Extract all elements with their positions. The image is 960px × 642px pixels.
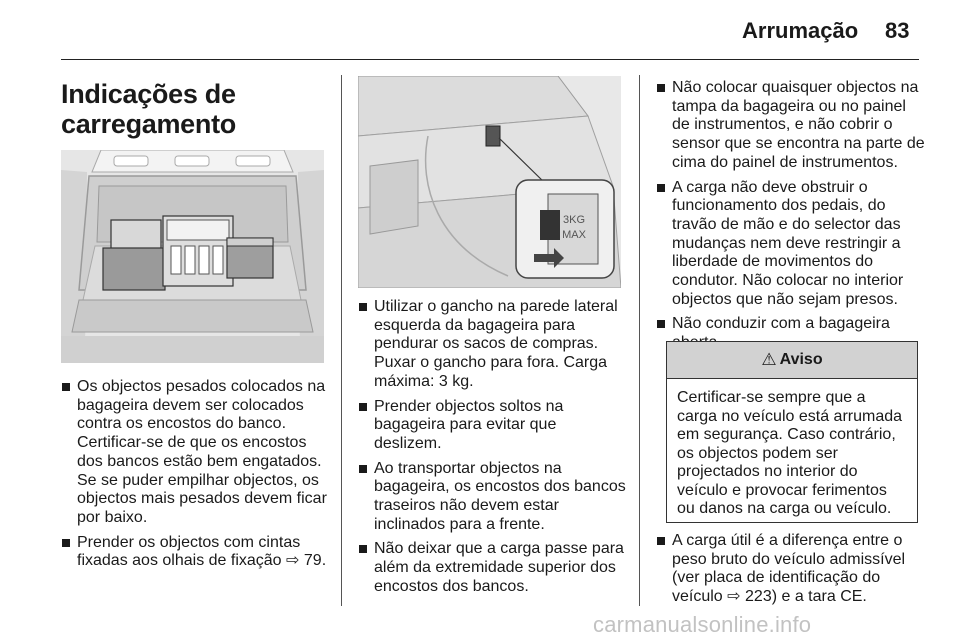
bullet-text: Prender objectos soltos na bagageira para evitar que deslizem. bbox=[374, 397, 564, 452]
list-item bbox=[358, 540, 628, 596]
page-ref-link[interactable]: 79. bbox=[303, 552, 327, 570]
bullet-text: Prender os objectos com cintas fixadas aos olhais de fixação bbox=[77, 533, 301, 570]
page-ref-arrow-icon: ⇨ bbox=[286, 552, 300, 570]
list-item bbox=[656, 532, 926, 607]
column-1-text bbox=[61, 378, 333, 577]
page-number: 83 bbox=[885, 18, 910, 43]
warning-icon: ⚠ bbox=[761, 350, 777, 369]
hook-load-label: 3KG bbox=[562, 214, 586, 226]
list-item bbox=[358, 398, 628, 454]
hook-load-label: MAX bbox=[562, 229, 586, 241]
column-divider-2 bbox=[639, 75, 640, 606]
trunk-loading-figure bbox=[61, 150, 324, 363]
section-title: Indicações de carregamento bbox=[61, 79, 236, 139]
bullet-text: Os objectos pesados colocados na bagageira devem ser colocados contra os encostos do banco. Certificar-se de que os encostos dos bancos estão bem engatados. Se se puder empilhar objectos, os objectos mais pesados devem ficar por baixo. bbox=[77, 378, 327, 526]
column-2-text bbox=[358, 298, 628, 603]
warning-box bbox=[666, 341, 918, 523]
watermark: carmanualsonline.info bbox=[593, 612, 812, 637]
list-item bbox=[656, 79, 926, 173]
running-header-title: Arrumação bbox=[742, 18, 859, 43]
column-divider-1 bbox=[341, 75, 342, 606]
bullet-text: Não deixar que a carga passe para além da extremidade superior dos encostos dos bancos. bbox=[374, 540, 624, 595]
column-3-text bbox=[656, 79, 926, 359]
bullet-text: A carga não deve obstruir o funcionamento dos pedais, do travão de mão e do selector das mudanças nem deve restringir a liberdade de movimentos do condutor. Não colocar no interior objectos que não sejam presos. bbox=[672, 178, 904, 308]
page-ref-arrow-icon: ⇨ bbox=[727, 588, 741, 606]
column-3-bottom-text bbox=[656, 532, 926, 613]
warning-title: Aviso bbox=[779, 351, 823, 368]
list-item bbox=[358, 460, 628, 535]
trunk-hook-illustration bbox=[358, 76, 621, 288]
bullet-text: Ao transportar objectos na bagageira, os encostos dos bancos traseiros não devem estar inclinados para a frente. bbox=[374, 459, 626, 533]
warning-text: Certificar-se sempre que a carga no veículo está arrumada em segurança. Caso contrário, os objectos podem ser projectados no interior do veículo e provocar ferimentos ou danos na carga ou veículo. bbox=[677, 389, 903, 517]
list-item bbox=[656, 179, 926, 310]
list-item bbox=[61, 534, 333, 571]
bullet-text: A carga útil é a diferença entre o peso bruto do veículo admissível (ver placa de identificação do veículo bbox=[672, 532, 906, 606]
hook-figure bbox=[358, 76, 621, 288]
page-ref-link[interactable]: 223) e a tara CE. bbox=[745, 588, 867, 606]
list-item bbox=[358, 298, 628, 392]
trunk-loading-illustration bbox=[61, 150, 324, 363]
list-item bbox=[61, 378, 333, 528]
bullet-text: Não conduzir com a bagageira bbox=[672, 315, 890, 333]
bullet-text: Não colocar quaisquer objectos na tampa da bagageira ou no painel de instrumentos, e não cobrir o sensor que se encontra na parte de cima do painel de instrumentos. bbox=[672, 79, 925, 171]
warning-header bbox=[667, 342, 917, 379]
header-rule bbox=[61, 59, 919, 60]
bullet-text: Utilizar o gancho na parede lateral esquerda da bagageira para pendurar os sacos de compras. Puxar o gancho para fora. Carga máxima: 3 kg. bbox=[374, 298, 618, 390]
